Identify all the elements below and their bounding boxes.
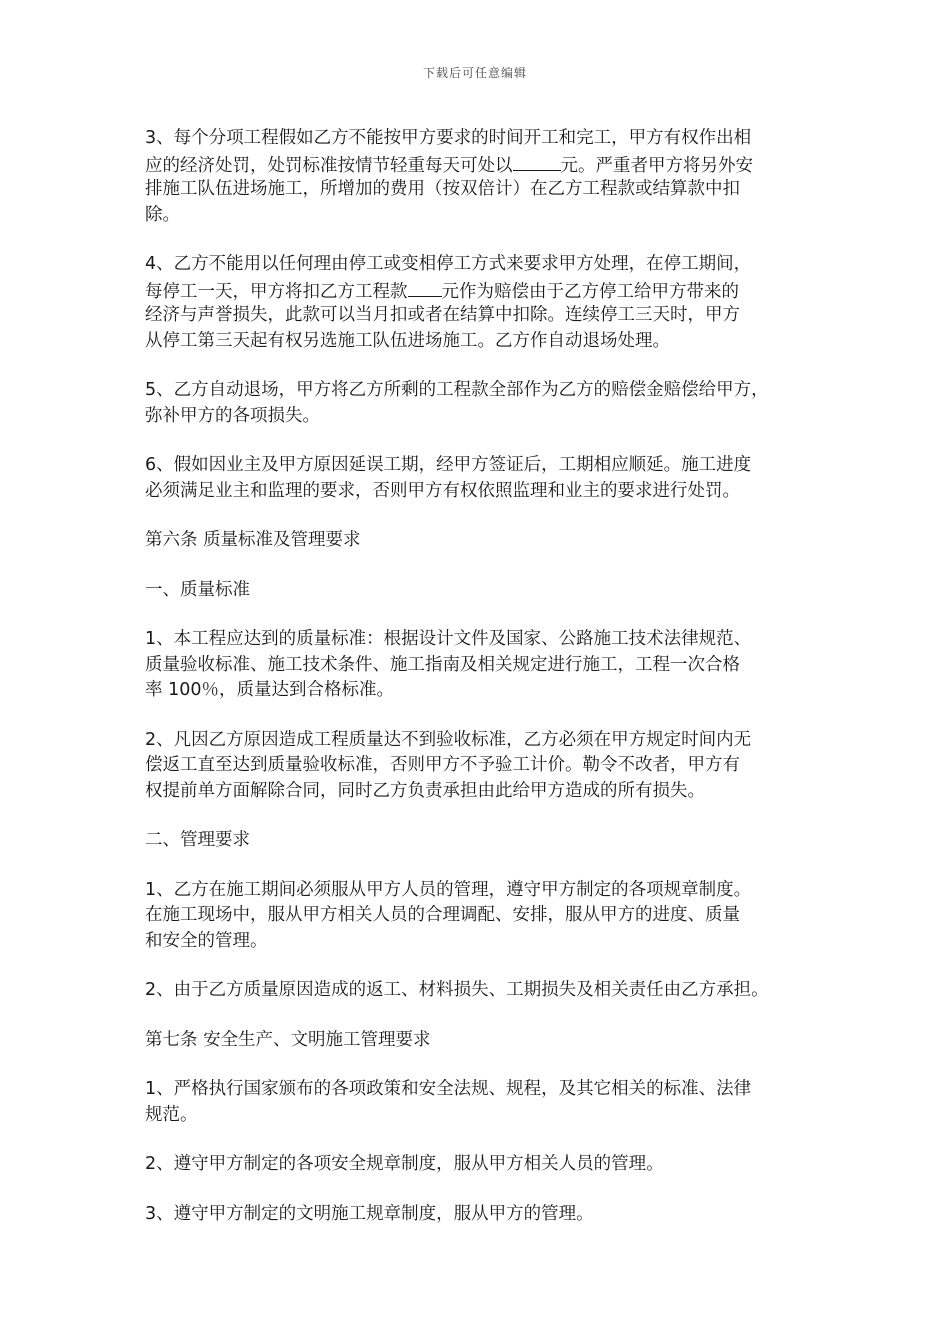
paragraph	[145, 627, 825, 704]
text-line	[145, 1202, 825, 1228]
line-text: 偿返工直至达到质量验收标准，否则甲方不予验工计价。勒令不改者，甲方有	[145, 755, 740, 775]
paragraph	[145, 378, 825, 429]
line-text: 1、严格执行国家颁布的各项政策和安全法规、规程，及其它相关的标准、法律	[145, 1079, 752, 1099]
line-text: 经济与声誉损失，此款可以当月扣或者在结算中扣除。连续停工三天时，甲方	[145, 305, 740, 325]
text-line	[145, 627, 825, 653]
line-text: 必须满足业主和监理的要求，否则甲方有权依照监理和业主的要求进行处罚。	[145, 480, 740, 501]
text-line	[145, 978, 825, 1004]
line-text: 5、乙方自动退场，甲方将乙方所剩的工程款全部作为乙方的赔偿金赔偿给甲方，	[145, 380, 769, 400]
line-text: 从停工第三天起有权另选施工队伍进场施工。乙方作自动退场处理。	[145, 330, 670, 351]
paragraph	[145, 1077, 825, 1128]
line-text: 除。	[145, 204, 180, 225]
fill-in-blank	[408, 278, 442, 297]
text-line	[145, 528, 825, 554]
line-text: 二、管理要求	[145, 830, 250, 850]
line-text: 和安全的管理。	[145, 930, 268, 951]
text-line	[145, 753, 825, 779]
paragraph	[145, 978, 825, 1004]
line-text: 每停工一天，甲方将扣乙方工程款	[145, 281, 408, 302]
line-text: 1、乙方在施工期间必须服从甲方人员的管理，遵守甲方制定的各项规章制度。	[145, 879, 752, 900]
line-text: 规范。	[145, 1104, 198, 1125]
line-text: 一、质量标准	[145, 579, 250, 600]
paragraph	[145, 1202, 825, 1228]
text-line	[145, 152, 825, 178]
line-text-after-blank: 元。严重者甲方将另外安	[560, 155, 753, 176]
paragraph	[145, 528, 825, 554]
line-text: 第六条 质量标准及管理要求	[145, 530, 361, 550]
line-text: 6、假如因业主及甲方原因延误工期，经甲方签证后，工期相应顺延。施工进度	[145, 455, 752, 475]
line-text: 1、本工程应达到的质量标准：根据设计文件及国家、公路施工技术法律规范、	[145, 629, 752, 649]
line-text: 应的经济处罚，处罚标准按情节轻重每天可处以	[145, 155, 513, 176]
paragraph	[145, 878, 825, 955]
text-line	[145, 404, 825, 430]
line-text: 3、每个分项工程假如乙方不能按甲方要求的时间开工和完工，甲方有权作出相	[145, 128, 752, 148]
text-line	[145, 678, 825, 704]
document-body	[145, 126, 825, 1251]
text-line	[145, 903, 825, 929]
line-text: 3、遵守甲方制定的文明施工规章制度，服从甲方的管理。	[145, 1203, 594, 1224]
text-line	[145, 1103, 825, 1129]
line-text: 率 100％，质量达到合格标准。	[145, 680, 394, 700]
fill-in-blank	[513, 152, 561, 171]
text-line	[145, 453, 825, 479]
paragraph	[145, 1152, 825, 1178]
text-line	[145, 1077, 825, 1103]
line-text: 在施工现场中，服从甲方相关人员的合理调配、安排，服从甲方的进度、质量	[145, 905, 740, 925]
line-text: 2、遵守甲方制定的各项安全规章制度，服从甲方相关人员的管理。	[145, 1154, 664, 1174]
paragraph	[145, 126, 825, 228]
text-line	[145, 878, 825, 904]
paragraph	[145, 728, 825, 805]
page-header-note: 下载后可任意编辑	[422, 66, 527, 80]
text-line	[145, 479, 825, 505]
paragraph	[145, 453, 825, 504]
line-text-after-blank: 元作为赔偿由于乙方停工给甲方带来的	[441, 281, 739, 302]
text-line	[145, 728, 825, 754]
text-line	[145, 378, 825, 404]
text-line	[145, 278, 825, 304]
line-text: 弥补甲方的各项损失。	[145, 405, 320, 426]
paragraph	[145, 578, 825, 604]
line-text: 2、由于乙方质量原因造成的返工、材料损失、工期损失及相关责任由乙方承担。	[145, 980, 769, 1000]
text-line	[145, 252, 825, 278]
text-line	[145, 1152, 825, 1178]
line-text: 排施工队伍进场施工，所增加的费用（按双倍计）在乙方工程款或结算款中扣	[145, 179, 740, 199]
text-line	[145, 126, 825, 152]
text-line	[145, 929, 825, 955]
paragraph	[145, 828, 825, 854]
text-line	[145, 203, 825, 229]
text-line	[145, 1028, 825, 1054]
text-line	[145, 578, 825, 604]
text-line	[145, 303, 825, 329]
text-line	[145, 653, 825, 679]
line-text: 2、凡因乙方原因造成工程质量达不到验收标准，乙方必须在甲方规定时间内无	[145, 729, 752, 750]
line-text: 权提前单方面解除合同，同时乙方负责承担由此给甲方造成的所有损失。	[145, 780, 705, 801]
paragraph	[145, 1028, 825, 1054]
text-line	[145, 329, 825, 355]
text-line	[145, 828, 825, 854]
line-text: 第七条 安全生产、文明施工管理要求	[145, 1029, 431, 1050]
text-line	[145, 779, 825, 805]
paragraph	[145, 252, 825, 354]
line-text: 质量验收标准、施工技术条件、施工指南及相关规定进行施工，工程一次合格	[145, 654, 740, 675]
line-text: 4、乙方不能用以任何理由停工或变相停工方式来要求甲方处理，在停工期间，	[145, 254, 752, 274]
text-line	[145, 177, 825, 203]
